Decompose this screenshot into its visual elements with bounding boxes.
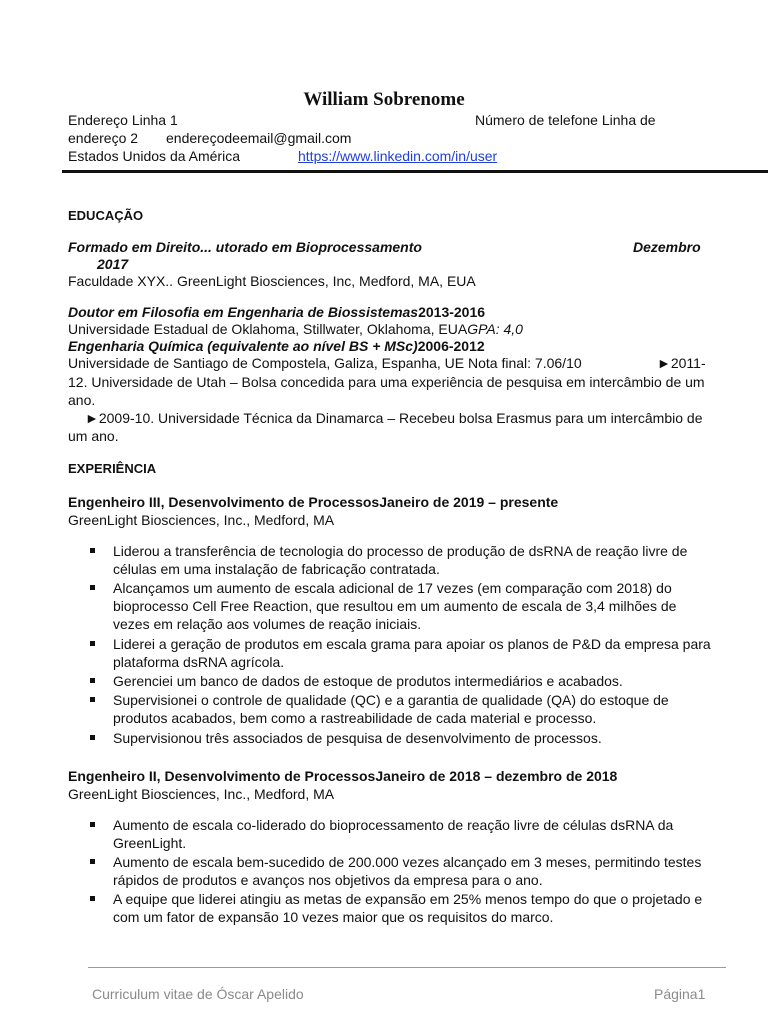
job2-title: Engenheiro II, Desenvolvimento de Processos xyxy=(68,768,376,784)
job1-bullet-4-line-1: Gerenciei um banco de dados de estoque de produtos intermediários e acabados. xyxy=(113,673,623,689)
footer-rule xyxy=(88,967,726,968)
job1-bullet-3-line-2: plataforma dsRNA agrícola. xyxy=(113,654,285,670)
job2-bullet-1-line-2: GreenLight. xyxy=(113,835,187,851)
experience-heading: EXPERIÊNCIA xyxy=(68,461,157,476)
bullet-marker xyxy=(90,697,95,702)
edu-entry3-title: Engenharia Química (equivalente ao nível BS + MSc) xyxy=(68,338,418,354)
job2-date: Janeiro de 2018 – dezembro de 2018 xyxy=(375,768,618,784)
bullet-marker xyxy=(90,822,95,827)
bullet-marker xyxy=(90,859,95,864)
job1-date: Janeiro de 2019 – presente xyxy=(379,494,559,510)
job2-company: GreenLight Biosciences, Inc., Medford, MA xyxy=(68,786,335,802)
job1-bullet-1-line-1: Liderou a transferência de tecnologia do processo de produção de dsRNA de reação livre de xyxy=(113,543,688,559)
footer-document-title: Curriculum vitae de Óscar Apelido xyxy=(92,986,304,1002)
edu-entry2-title: Doutor em Filosofia em Engenharia de Biossistemas xyxy=(68,304,419,320)
bullet-marker xyxy=(90,548,95,553)
job1-bullet-2-line-1: Alcançamos um aumento de escala adicional de 17 vezes (em comparação com 2018) do xyxy=(113,580,672,596)
job1-bullet-2-line-3: vezes em relação aos volumes de reação iniciais. xyxy=(113,616,422,632)
job2-bullet-1-line-1: Aumento de escala co-liderado do bioprocessamento de reação livre de células dsRNA da xyxy=(113,817,674,833)
job2-bullet-2-line-1: Aumento de escala bem-sucedido de 200.000 vezes alcançado em 3 meses, permitindo testes xyxy=(113,854,702,870)
job2-bullet-3-line-2: com um fator de expansão 10 vezes maior que os requisitos do marco. xyxy=(113,909,554,925)
education-heading: EDUCAÇÃO xyxy=(68,208,144,223)
job1-bullet-1-line-2: células em uma instalação de fabricação contratada. xyxy=(113,561,440,577)
job2-bullet-2-line-2: rápidos de produtos e avanços nos objetivos da empresa para o ano. xyxy=(113,872,543,888)
edu-exchange1-line2: ano. xyxy=(68,392,96,408)
edu-entry1-date-month: Dezembro xyxy=(633,239,701,255)
bullet-marker xyxy=(90,678,95,683)
edu-entry1-institution: Faculdade XYX.. GreenLight Biosciences, Inc, Medford, MA, EUA xyxy=(68,273,476,289)
email-address[interactable]: endereçodeemail@gmail.com xyxy=(166,130,352,146)
bullet-marker xyxy=(90,735,95,740)
edu-exchange2-line2: um ano. xyxy=(68,428,119,444)
footer-page-number: Página1 xyxy=(654,986,706,1002)
address-line-2: endereço 2 xyxy=(68,130,139,146)
edu-exchange2-line1: ►2009-10. Universidade Técnica da Dinamarca – Recebeu bolsa Erasmus para um intercâmbio de xyxy=(85,410,703,426)
country: Estados Unidos da América xyxy=(68,148,240,164)
job1-bullet-5-line-1: Supervisionei o controle de qualidade (QC) e a garantia de qualidade (QA) do estoque de xyxy=(113,692,669,708)
edu-entry3-tail: ►2011- xyxy=(657,355,706,371)
edu-entry3-institution: Universidade de Santiago de Compostela, Galiza, Espanha, UE Nota final: 7.06/10 xyxy=(68,355,582,371)
bullet-marker xyxy=(90,585,95,590)
header-rule xyxy=(62,170,768,173)
edu-exchange1-line1: 12. Universidade de Utah – Bolsa concedida para uma experiência de pesquisa em intercâmbio de um xyxy=(68,374,705,390)
linkedin-link[interactable]: https://www.linkedin.com/in/user xyxy=(298,148,498,164)
job2-heading xyxy=(68,768,617,785)
job1-bullet-3-line-1: Liderei a geração de produtos em escala grama para apoiar os planos de P&D da empresa para xyxy=(113,636,711,652)
edu-entry1-date-year: 2017 xyxy=(97,256,129,272)
address-line-1: Endereço Linha 1 xyxy=(68,112,178,128)
job2-bullet-3-line-1: A equipe que liderei atingiu as metas de expansão em 25% menos tempo do que o projetado e xyxy=(113,891,703,907)
bullet-marker xyxy=(90,641,95,646)
edu-entry2-heading xyxy=(68,304,485,321)
candidate-name: William Sobrenome xyxy=(303,89,465,110)
phone-number: Número de telefone Linha de xyxy=(475,112,656,128)
edu-entry2-gpa: GPA: 4,0 xyxy=(467,321,523,337)
job1-bullet-2-line-2: bioprocesso Cell Free Reaction, que resultou em um aumento de escala de 3,4 milhões de xyxy=(113,598,677,614)
job1-title: Engenheiro III, Desenvolvimento de Processos xyxy=(68,494,380,510)
edu-entry2-line xyxy=(68,321,523,338)
edu-entry1-title: Formado em Direito... utorado em Bioprocessamento xyxy=(68,239,422,255)
edu-entry2-institution: Universidade Estadual de Oklahoma, Stillwater, Oklahoma, EUA xyxy=(68,321,468,337)
job1-bullet-5-line-2: produtos acabados, bem como a rastreabilidade de cada material e processo. xyxy=(113,710,597,726)
bullet-marker xyxy=(90,896,95,901)
job1-heading xyxy=(68,494,558,511)
edu-entry3-heading xyxy=(68,338,485,355)
job1-company: GreenLight Biosciences, Inc., Medford, MA xyxy=(68,512,335,528)
edu-entry3-years: 2006-2012 xyxy=(417,338,485,354)
edu-entry2-years: 2013-2016 xyxy=(418,304,486,320)
job1-bullet-6-line-1: Supervisionou três associados de pesquisa de desenvolvimento de processos. xyxy=(113,730,602,746)
